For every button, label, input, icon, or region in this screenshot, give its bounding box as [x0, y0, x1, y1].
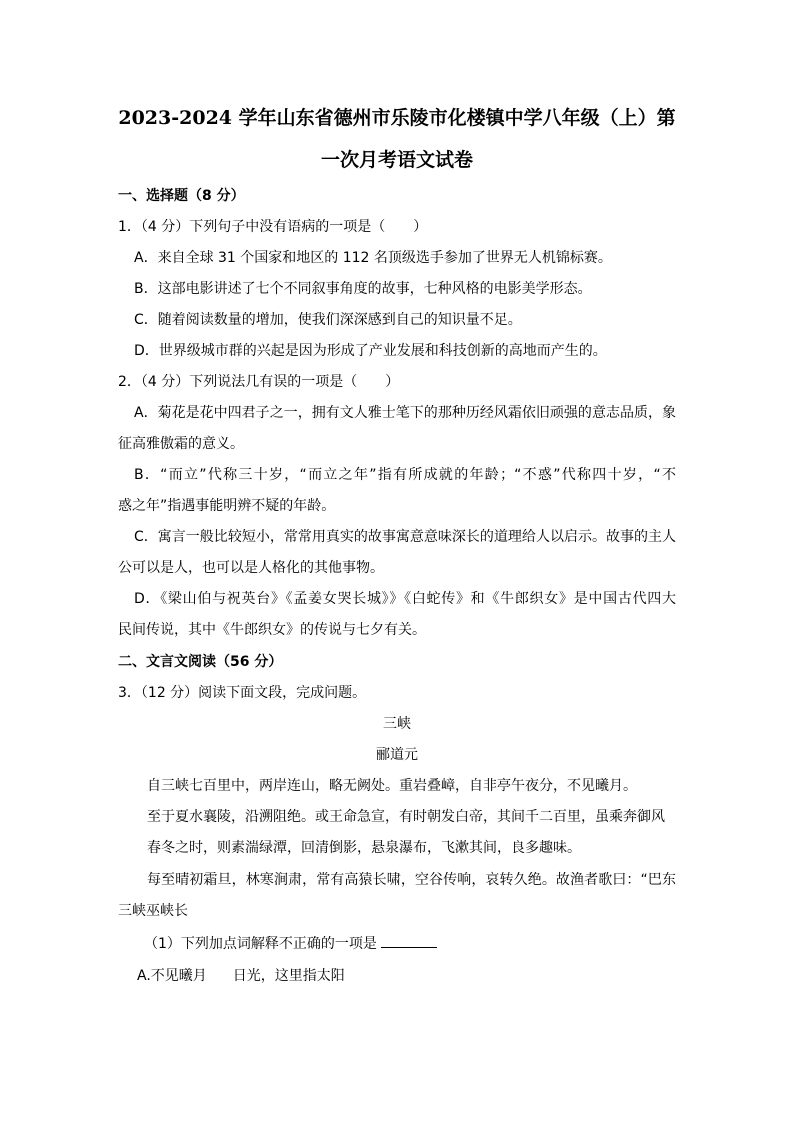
option-a-gloss: 日光，这里指太阳	[232, 968, 345, 984]
option-a-word: A.不见曦月	[137, 968, 207, 984]
sub-question-1	[144, 933, 437, 954]
sub-question-1-option-a	[137, 966, 345, 986]
question-1-stem: 1．（4 分）下列句子中没有语病的一项是（ ）	[118, 219, 428, 235]
question-2-option-b-line-2: 惑之年”指遇事能明辨不疑的年龄。	[118, 498, 336, 514]
passage-paragraph-3: 春冬之时，则素湍绿潭，回清倒影，悬泉瀑布，飞漱其间，良多趣味。	[147, 840, 581, 856]
passage-paragraph-4-line-1: 每至晴初霜旦，林寒涧肃，常有高猿长啸，空谷传响，哀转久绝。故渔者歌曰：“巴东	[147, 872, 676, 888]
question-3-stem: 3．（12 分）阅读下面文段，完成问题。	[118, 685, 367, 701]
question-2-option-a-line-2: 征高雅傲霜的意义。	[118, 436, 244, 452]
passage-author: 郦道元	[376, 747, 418, 763]
passage-paragraph-1: 自三峡七百里中，两岸连山，略无阙处。重岩叠嶂，自非亭午夜分，不见曦月。	[147, 778, 637, 794]
question-2-option-d-line-1: D．《梁山伯与祝英台》《孟姜女哭长城》》《白蛇传》和《牛郎织女》是中国古代四大	[134, 591, 676, 607]
section-2-heading: 二、文言文阅读（56 分）	[118, 654, 283, 670]
sub-question-1-text: （1）下列加点词解释不正确的一项是	[144, 936, 377, 952]
question-1-option-c: C．随着阅读数量的增加，使我们深深感到自己的知识量不足。	[134, 312, 522, 328]
question-1-option-d: D．世界级城市群的兴起是因为形成了产业发展和科技创新的高地而产生的。	[134, 343, 607, 359]
section-1-heading: 一、选择题（8 分）	[118, 188, 245, 204]
question-1-option-b: B．这部电影讲述了七个不同叙事角度的故事，七种风格的电影美学形态。	[134, 281, 592, 297]
question-2-option-d-line-2: 民间传说，其中《牛郎织女》的传说与七夕有关。	[118, 622, 426, 638]
question-2-option-c-line-2: 公可以是人，也可以是人格化的其他事物。	[118, 560, 384, 576]
passage-paragraph-4-line-2: 三峡巫峡长	[118, 903, 188, 919]
exam-title-line-1: 2023-2024 学年山东省德州市乐陵市化楼镇中学八年级（上）第	[118, 107, 676, 129]
passage-paragraph-2: 至于夏水襄陵，沿溯阻绝。或王命急宣，有时朝发白帝，其间千二百里，虽乘奔御风	[147, 809, 665, 825]
question-2-option-c-line-1: C．寓言一般比较短小，常常用真实的故事寓意意味深长的道理给人以启示。故事的主人	[134, 529, 676, 545]
exam-title-line-2: 一次月考语文试卷	[320, 149, 473, 171]
question-1-option-a: A．来自全球 31 个国家和地区的 112 名顶级选手参加了世界无人机锦标赛。	[134, 250, 612, 266]
question-2-option-a-line-1: A．菊花是花中四君子之一，拥有文人雅士笔下的那种历经风霜依旧顽强的意志品质，象	[134, 405, 676, 421]
passage-title: 三峡	[383, 716, 411, 732]
question-2-option-b-line-1: B．“而立”代称三十岁，“而立之年”指有所成就的年龄；“不惑”代称四十岁，“不	[134, 467, 676, 483]
question-2-stem: 2．（4 分）下列说法几有误的一项是（ ）	[118, 374, 400, 390]
answer-blank[interactable]	[381, 933, 437, 948]
